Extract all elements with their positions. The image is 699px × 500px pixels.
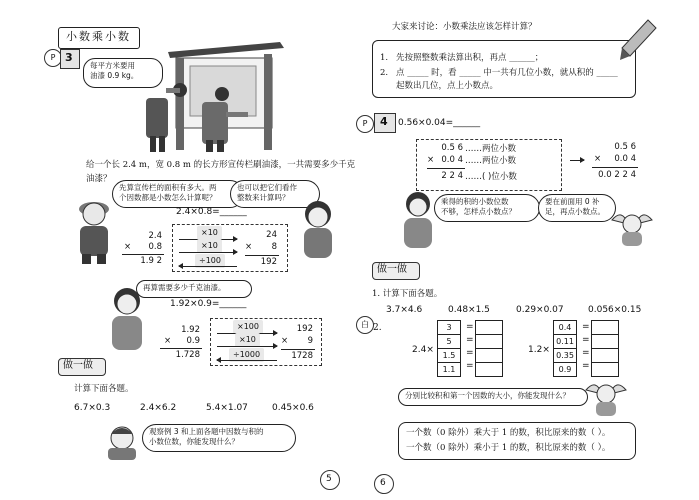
girl-bubble-text: 也可以把它们看作 整数来计算吗？ [237, 183, 297, 202]
kid-avatar [100, 424, 146, 460]
rule-2-cont: 起数出几位，点上小数点。 [396, 81, 499, 91]
box1-tag-2: ×10 [197, 239, 222, 253]
box2-tag-2: ×10 [235, 333, 260, 347]
conclusion-2: 一个数（0 除外）乘小于 1 的数，积比原来的数（ ）。 [406, 443, 611, 453]
box1-tag-3: ÷100 [195, 254, 225, 268]
q2b-answer-2[interactable] [591, 335, 619, 349]
compare-bubble [398, 388, 588, 406]
box2-a: 192 [296, 324, 313, 334]
q2a-answer-3[interactable] [475, 349, 503, 363]
q2a-eq-2: = [466, 335, 474, 345]
pencil-icon [618, 18, 658, 62]
q2b-val-1: 0.4 [553, 320, 577, 335]
ex4-b-note: ……两位小数 [465, 156, 517, 166]
problem-text: 给一个长 2.4 m，宽 0.8 m 的长方形宣传栏刷油漆，一共需要多少千克 油漆？ [86, 160, 356, 184]
girl3-avatar [398, 190, 438, 250]
ex4-rule [427, 168, 465, 169]
discuss-title: 大家来讨论：小数乘法应该怎样计算？ [392, 22, 537, 32]
box1-result: 192 [260, 257, 277, 267]
girl2-bubble-text: 再算需要多少千克油漆。 [143, 283, 226, 292]
lesson-title: 小数乘小数 [66, 30, 131, 43]
sign-text: 每平方米要用 油漆 0.9 kg。 [90, 61, 139, 80]
box2-tag-1: ×100 [233, 320, 263, 334]
q2b-answer-3[interactable] [591, 349, 619, 363]
billboard-picture [140, 32, 290, 152]
ex4-result-note: ……( )位小数 [465, 172, 517, 182]
q2a-prefix: 2.4× [412, 345, 434, 355]
q2a-eq-4: = [466, 361, 474, 371]
exercise-title: 计算下面各题。 [74, 384, 134, 394]
calc1-result: 1.9 2 [140, 256, 162, 266]
q2b-eq-4: = [582, 361, 590, 371]
q2a-eq-3: = [466, 348, 474, 358]
angel-bubble [538, 194, 616, 222]
example-number: 3 [65, 51, 73, 64]
kid-bubble-text: 观察例 3 和上面各题中因数与积的 小数位数，你能发现什么？ [149, 427, 264, 446]
q2a-val-4: 1.1 [437, 363, 461, 377]
q2b-prefix: 1.2× [528, 345, 550, 355]
q2b-answers [591, 320, 619, 377]
box2-tag-3: ÷1000 [229, 348, 264, 362]
page-number-left: 5 [326, 474, 332, 484]
ex4-op: × [427, 155, 435, 165]
box1-b: 8 [271, 242, 277, 252]
q2b-eq-2: = [582, 335, 590, 345]
calc2-b: 0.9 [186, 336, 200, 346]
ex4r-a: 0.5 6 [614, 142, 636, 152]
ex4-a: 0.5 6 [441, 143, 463, 153]
calc2-op: × [164, 336, 172, 346]
example4-number: 4 [380, 115, 388, 128]
kid-bubble [142, 424, 296, 452]
exercise-4: 0.45×0.6 [272, 403, 314, 413]
box1-rule [245, 255, 279, 256]
ex4r-result: 0.0 2 2 4 [598, 170, 636, 180]
angel-avatar [608, 206, 656, 250]
example4-icon: P [356, 115, 374, 133]
calc1-a: 2.4 [148, 231, 162, 241]
conclusion-1: 一个数（0 除外）乘大于 1 的数，积比原来的数（ ）。 [406, 428, 611, 438]
q1-item-4: 0.056×0.15 [588, 305, 642, 315]
girl3-bubble [434, 194, 540, 222]
example-icon: P [44, 49, 62, 67]
box2-arrow-2 [217, 346, 277, 347]
q2a-grid [437, 320, 461, 377]
rule-2-num: 2. [380, 68, 389, 78]
exercise-3: 5.4×1.07 [206, 403, 248, 413]
example4-equation: 0.56×0.04=______ [398, 118, 481, 128]
example4-calc-box [416, 139, 562, 191]
q2a-answer-4[interactable] [475, 363, 503, 377]
q2a-val-2: 5 [437, 335, 461, 349]
transform-box-2 [210, 318, 322, 366]
q2a-val-1: 3 [437, 320, 461, 335]
angel2-avatar [582, 376, 630, 420]
q1-item-2: 0.48×1.5 [448, 305, 490, 315]
q2a-eq-1: = [466, 322, 474, 332]
boy-avatar [70, 196, 118, 264]
calc1-op: × [124, 242, 132, 252]
box2-b: 9 [307, 336, 313, 346]
q2b-eq-1: = [582, 322, 590, 332]
box2-rule [281, 349, 315, 350]
q2b-answer-4[interactable] [591, 363, 619, 377]
exercise-1: 6.7×0.3 [74, 403, 111, 413]
calc2-rule [160, 348, 202, 349]
angel-bubble-text: 要在前面用 0 补 足，再点小数点。 [545, 197, 605, 216]
box2-result: 1728 [291, 351, 313, 361]
q1-item-3: 0.29×0.07 [516, 305, 564, 315]
compare-bubble-text: 分别比较积和第一个因数的大小，你能发现什么？ [405, 391, 570, 400]
box2-op: × [281, 336, 289, 346]
ex4-result: 2 2 4 [441, 171, 463, 181]
q2b-val-3: 0.35 [553, 349, 577, 363]
q2a-answers [475, 320, 503, 377]
rule-1-text: 先按照整数乘法算出积，再点 ______； [396, 53, 544, 63]
q2b-eq-3: = [582, 348, 590, 358]
rule-2-text: 点 _____ 时，看 _____ 中一共有几位小数，就从积的 _____ [396, 68, 618, 78]
ex4r-rule [592, 167, 638, 168]
practice-header-text: 做一做 [63, 360, 93, 371]
exercise-2: 2.4×6.2 [140, 403, 177, 413]
practice-header-right-text: 做一做 [377, 264, 407, 275]
girl-avatar [296, 198, 340, 262]
q1-item-1: 3.7×4.6 [386, 305, 423, 315]
girl3-bubble-text: 乘得的积的小数位数 不够，怎样点小数点？ [441, 197, 516, 216]
box1-arrow-3 [179, 266, 237, 267]
girl2-bubble [136, 280, 252, 298]
page-number-right: 6 [380, 478, 386, 488]
q2-label: 2. [373, 323, 382, 333]
ex4r-op: × [594, 154, 602, 164]
q2b-answer-1[interactable] [591, 320, 619, 335]
q2b-val-4: 0.9 [553, 363, 577, 377]
rule-1-num: 1. [380, 53, 389, 63]
box1-op: × [245, 242, 253, 252]
box1-tag-1: ×10 [197, 226, 222, 240]
calc2-a: 1.92 [181, 325, 200, 335]
q1-label: 1. 计算下面各题。 [372, 289, 443, 299]
q2b-val-2: 0.11 [553, 335, 577, 349]
calc1-rule [122, 254, 164, 255]
equation-2: 1.92×0.9=______ [170, 299, 247, 309]
ex4-b: 0.0 4 [441, 155, 463, 165]
ex4-transform-arrow [570, 160, 584, 161]
box1-a: 24 [266, 230, 277, 240]
ex4r-b: 0.0 4 [614, 154, 636, 164]
equation-1: 2.4×0.8=______ [176, 207, 247, 217]
box1-arrow-2 [179, 252, 237, 253]
q2a-answer-1[interactable] [475, 320, 503, 335]
q2-icon: 白 [356, 316, 374, 334]
q2b-grid [553, 320, 577, 377]
calc1-b: 0.8 [148, 242, 162, 252]
q2a-answer-2[interactable] [475, 335, 503, 349]
boy-bubble [112, 180, 244, 208]
box2-arrow-3 [217, 360, 277, 361]
boy-bubble-text: 先算宣传栏的面积有多大。两 个因数都是小数怎么计算呢？ [119, 183, 217, 202]
calc2-result: 1.728 [175, 350, 200, 360]
q2a-val-3: 1.5 [437, 349, 461, 363]
ex4-a-note: ……两位小数 [465, 144, 517, 154]
transform-box-1 [172, 224, 288, 272]
